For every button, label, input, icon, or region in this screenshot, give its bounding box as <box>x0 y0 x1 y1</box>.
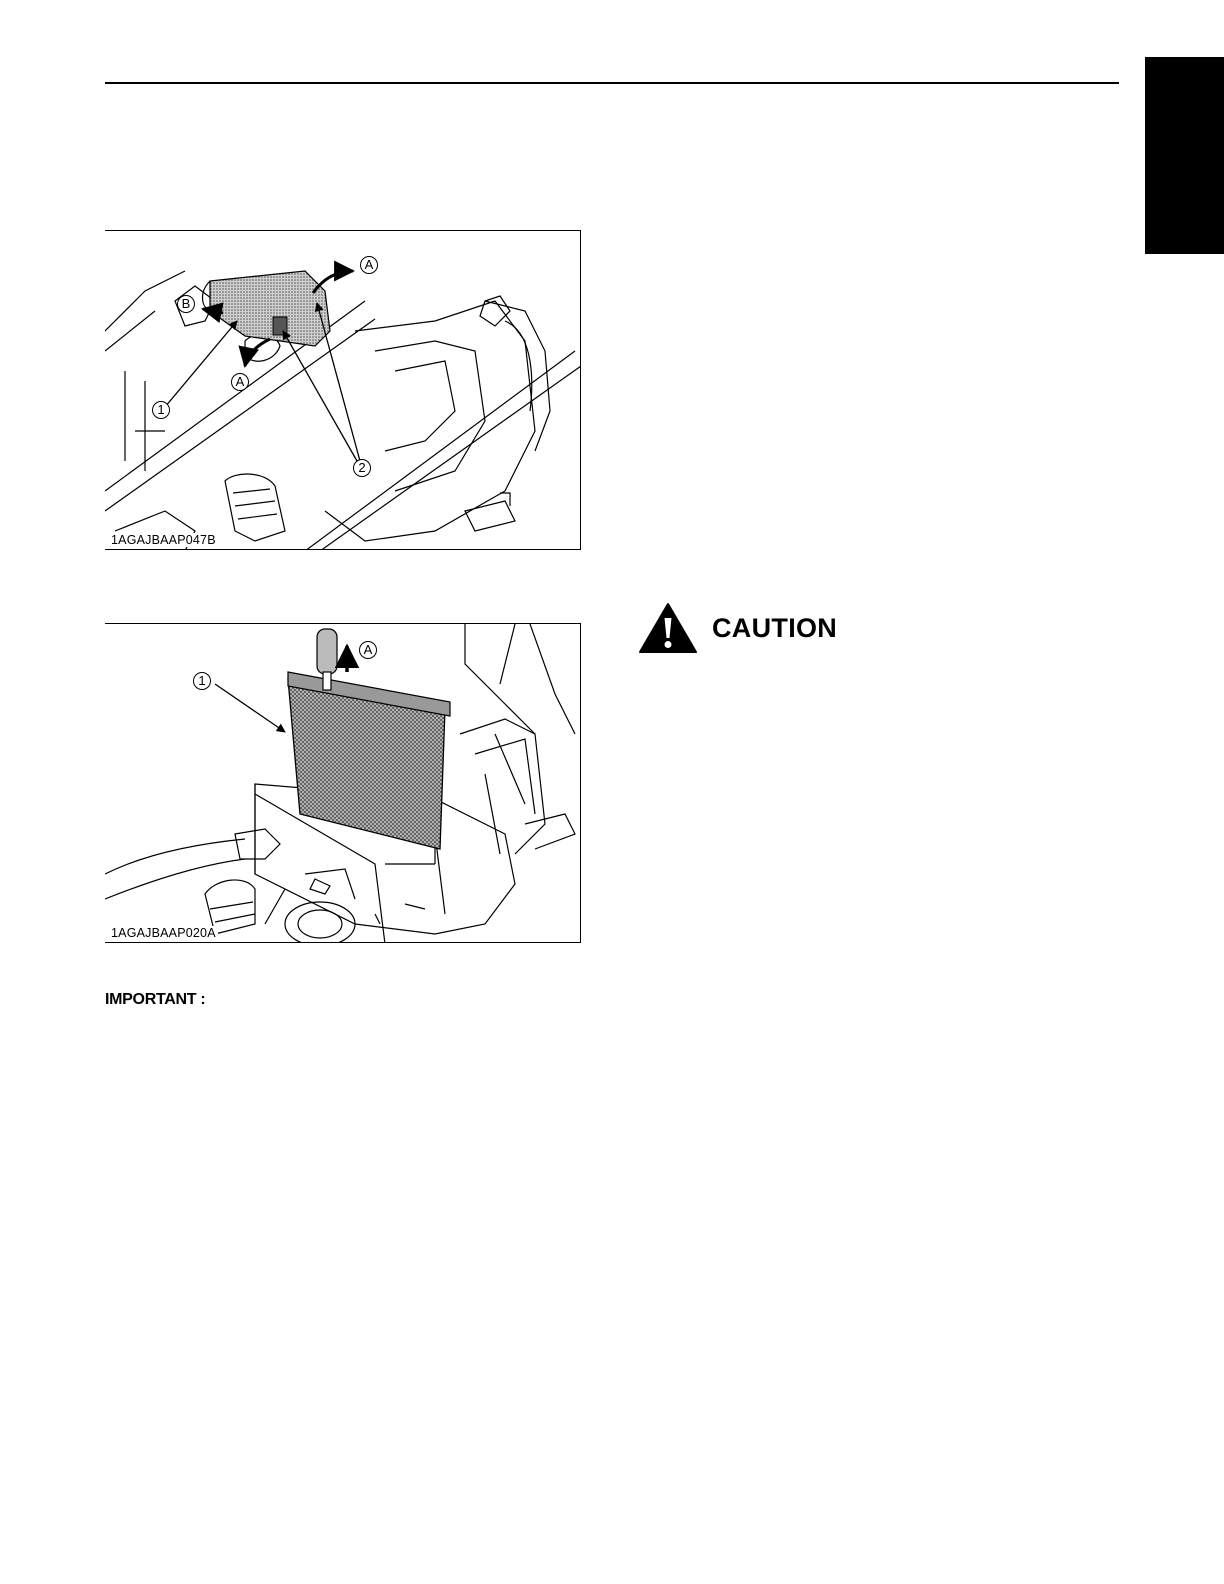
figure-1-drawing <box>105 231 581 550</box>
callout-1: 1 <box>193 672 211 690</box>
figure-air-cleaner-filter <box>105 623 581 943</box>
figure-code: 1AGAJBAAP047B <box>111 533 216 547</box>
section-tab <box>1145 57 1224 254</box>
callout-a-top: A <box>360 256 378 274</box>
important-colon: : <box>196 991 206 1008</box>
callout-b: B <box>177 295 195 313</box>
figure-air-cleaner-cover <box>105 230 581 550</box>
caution-heading <box>638 600 837 656</box>
important-label: IMPORTANT <box>105 991 197 1008</box>
figure-code: 1AGAJBAAP020A <box>111 926 216 940</box>
callout-a-bottom: A <box>231 373 249 391</box>
callout-2: 2 <box>353 459 371 477</box>
header-rule <box>105 82 1119 84</box>
caution-label: CAUTION <box>712 612 838 643</box>
important-note <box>105 991 205 1009</box>
warning-triangle-icon <box>638 602 698 654</box>
figure-2-drawing <box>105 624 581 943</box>
callout-a: A <box>359 641 377 659</box>
callout-1: 1 <box>152 401 170 419</box>
